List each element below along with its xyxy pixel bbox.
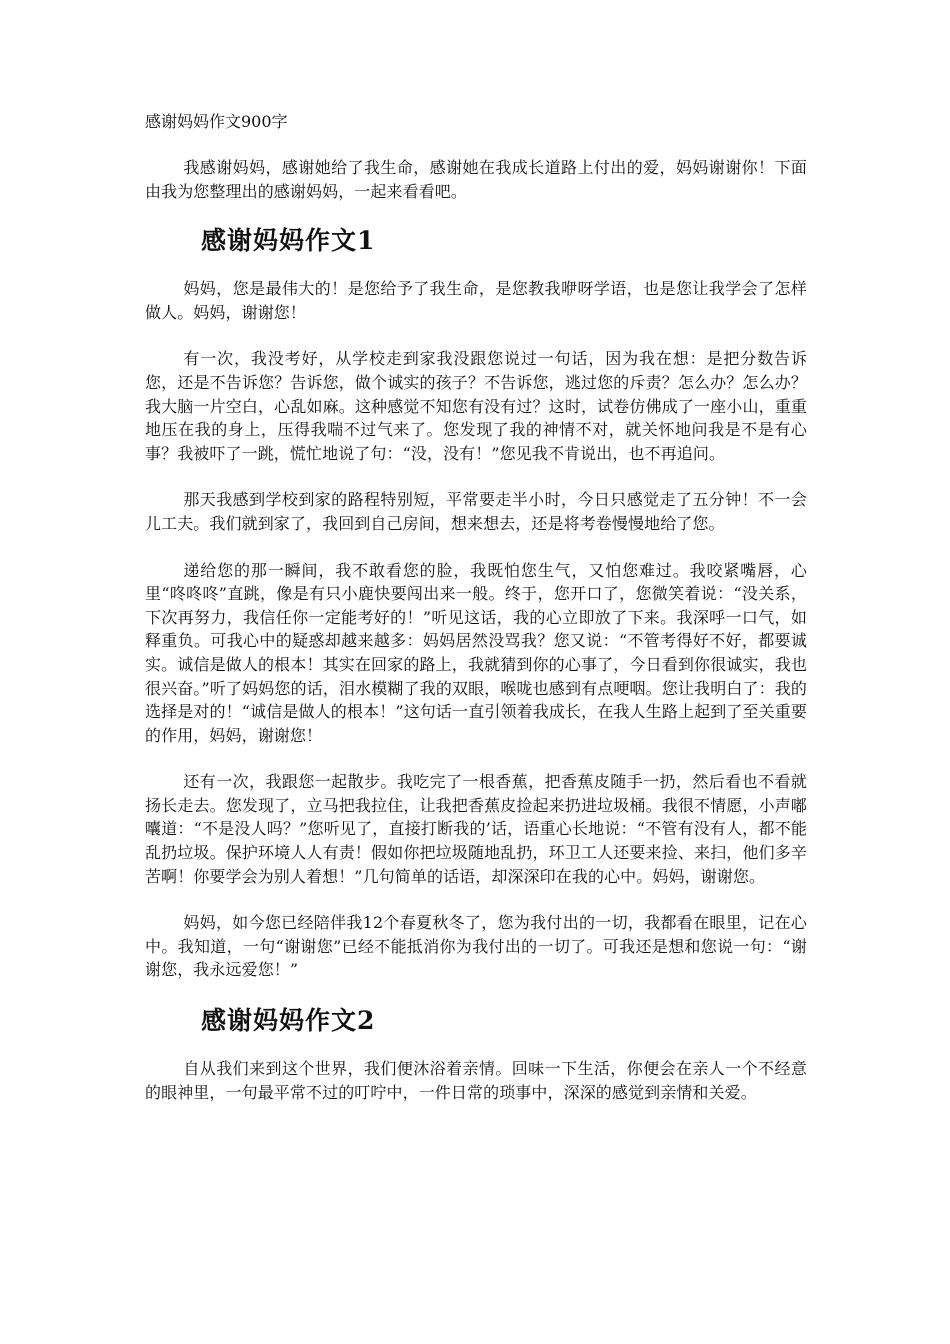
essay-1-heading: 感谢妈妈作文1 (201, 226, 376, 256)
document-page (145, 110, 807, 1127)
essay-1-paragraph-5: 还有一次，我跟您一起散步。我吃完了一根香蕉，把香蕉皮随手一扔，然后看也不看就扬长走去。您发现了，立马把我拉住，让我把香蕉皮捡起来扔进垃圾桶。我很不情愿，小声嘟囔道：“不是没人吗？”您听见了，直接打断我的’话，语重心长地说：“不管有没有人，都不能乱扔垃圾。保护环境人人有责！假如你把垃圾随地乱扔，环卫工人还要来捡、来扫，他们多辛苦啊！你要学会为别人着想！”几句简单的话语，却深深印在我的心中。妈妈，谢谢您。 (145, 772, 807, 886)
intro-paragraph: 我感谢妈妈，感谢她给了我生命，感谢她在我成长道路上付出的爱，妈妈谢谢你！下面由我为您整理出的感谢妈妈，一起来看看吧。 (145, 158, 807, 201)
essay-2-paragraph-1: 自从我们来到这个世界，我们便沐浴着亲情。回味一下生活，你便会在亲人一个不经意的眼神里，一句最平常不过的叮咛中，一件日常的琐事中，深深的感觉到亲情和关爱。 (145, 1059, 807, 1102)
essay-1-paragraph-2: 有一次，我没考好，从学校走到家我没跟您说过一句话，因为我在想：是把分数告诉您，还是不告诉您？告诉您，做个诚实的孩子？不告诉您，逃过您的斥责？怎么办？怎么办？我大脑一片空白，心乱如麻。这种感觉不知您有没有过？这时，试卷仿佛成了一座小山，重重地压在我的身上，压得我喘不过气来了。您发现了我的神情不对，就关怀地问我是不是有心事？我被吓了一跳，慌忙地说了句：“没，没有！”您见我不肯说出，也不再追问。 (145, 349, 807, 463)
essay-1-paragraph-1: 妈妈，您是最伟大的！是您给予了我生命，是您教我咿呀学语，也是您让我学会了怎样做人。妈妈，谢谢您！ (145, 279, 807, 322)
essay-1-paragraph-3: 那天我感到学校到家的路程特别短，平常要走半小时，今日只感觉走了五分钟！不一会儿工夫。我们就到家了，我回到自己房间，想来想去，还是将考卷慢慢地给了您。 (145, 490, 807, 533)
essay-1-paragraph-6: 妈妈，如今您已经陪伴我12个春夏秋冬了，您为我付出的一切，我都看在眼里，记在心中。我知道，一句“谢谢您”已经不能抵消你为我付出的一切了。可我还是想和您说一句：“谢谢您，我永远爱您！” (145, 913, 807, 980)
essay-2-heading: 感谢妈妈作文2 (201, 1006, 376, 1036)
document-title: 感谢妈妈作文900字 (145, 112, 288, 131)
essay-1-paragraph-4: 递给您的那一瞬间，我不敢看您的脸，我既怕您生气，又怕您难过。我咬紧嘴唇，心里“咚咚咚”直跳，像是有只小鹿快要闯出来一般。终于，您开口了，您微笑着说：“没关系，下次再努力，我信任你一定能考好的！”听见这话，我的心立即放了下来。我深呼一口气，如释重负。可我心中的疑惑却越来越多：妈妈居然没骂我？您又说：“不管考得好不好，都要诚实。诚信是做人的根本！其实在回家的路上，我就猜到你的心事了，今日看到你很诚实，我也很兴奋。”听了妈妈您的话，泪水模糊了我的双眼，喉咙也感到有点哽咽。您让我明白了：我的选择是对的！“诚信是做人的根本！”这句话一直引领着我成长，在我人生路上起到了至关重要的作用，妈妈，谢谢您！ (145, 560, 807, 745)
